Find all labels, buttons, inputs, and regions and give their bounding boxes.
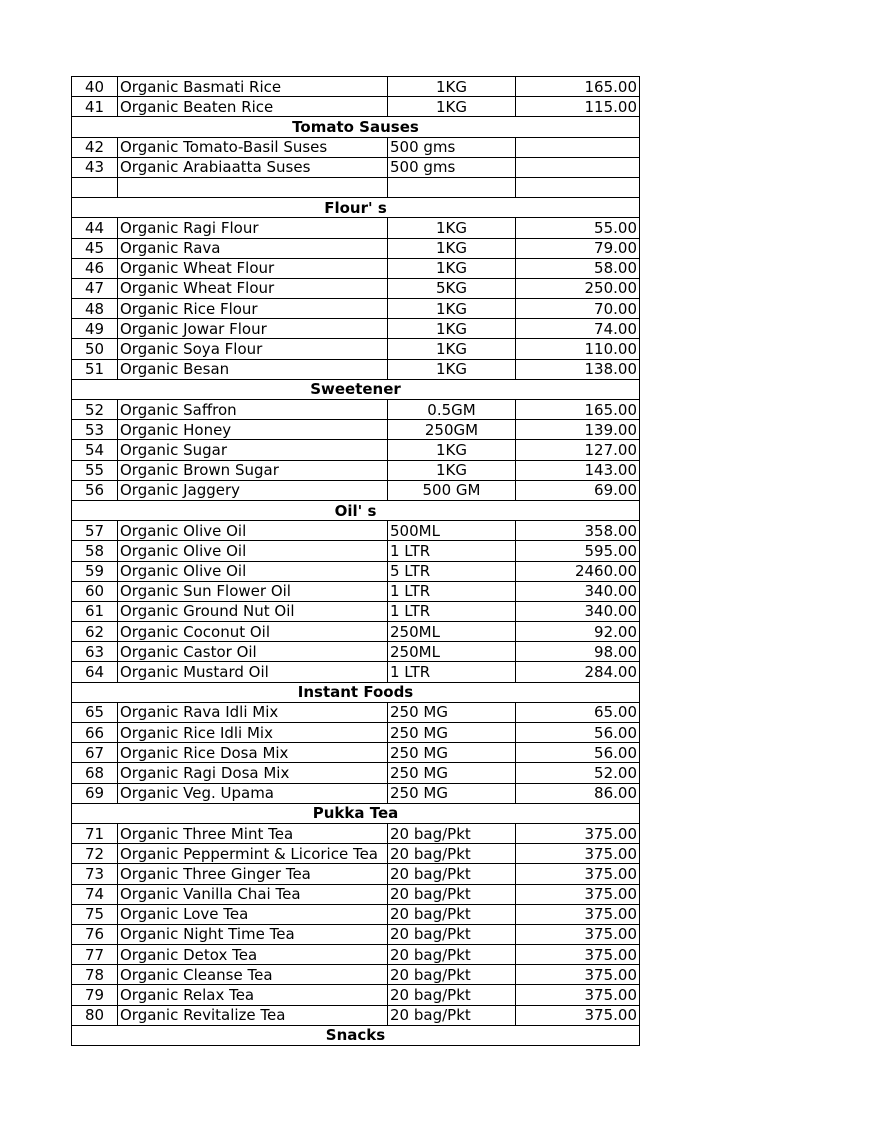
price-value: 375.00 <box>516 965 640 985</box>
pack-size: 20 bag/Pkt <box>388 904 516 924</box>
product-name <box>118 177 388 197</box>
table-row <box>72 521 640 541</box>
section-title: Snacks <box>72 1025 640 1045</box>
price-value: 56.00 <box>516 743 640 763</box>
product-name: Organic Revitalize Tea <box>118 1005 388 1025</box>
item-number: 59 <box>72 561 118 581</box>
product-name: Organic Peppermint & Licorice Tea <box>118 844 388 864</box>
pack-size: 250 MG <box>388 702 516 722</box>
item-number: 68 <box>72 763 118 783</box>
pack-size: 250 MG <box>388 743 516 763</box>
product-name: Organic Rava <box>118 238 388 258</box>
item-number: 56 <box>72 480 118 500</box>
table-row <box>72 601 640 621</box>
item-number: 65 <box>72 702 118 722</box>
section-header-row <box>72 198 640 218</box>
price-value: 115.00 <box>516 97 640 117</box>
table-row <box>72 702 640 722</box>
table-row <box>72 541 640 561</box>
product-name: Organic Arabiaatta Suses <box>118 157 388 177</box>
item-number: 63 <box>72 642 118 662</box>
product-name: Organic Brown Sugar <box>118 460 388 480</box>
pack-size: 500 gms <box>388 157 516 177</box>
table-row <box>72 844 640 864</box>
table-row <box>72 985 640 1005</box>
product-name: Organic Saffron <box>118 400 388 420</box>
price-value: 52.00 <box>516 763 640 783</box>
pack-size: 20 bag/Pkt <box>388 823 516 843</box>
pack-size: 1KG <box>388 299 516 319</box>
pack-size: 5 LTR <box>388 561 516 581</box>
price-list-table <box>71 76 640 1046</box>
pack-size: 250 MG <box>388 763 516 783</box>
pack-size: 250 MG <box>388 723 516 743</box>
table-row <box>72 823 640 843</box>
product-name: Organic Besan <box>118 359 388 379</box>
table-row <box>72 299 640 319</box>
product-name: Organic Rice Flour <box>118 299 388 319</box>
product-name: Organic Rice Dosa Mix <box>118 743 388 763</box>
section-title: Flour' s <box>72 198 640 218</box>
price-value: 139.00 <box>516 420 640 440</box>
product-name: Organic Castor Oil <box>118 642 388 662</box>
product-name: Organic Rava Idli Mix <box>118 702 388 722</box>
pack-size: 20 bag/Pkt <box>388 985 516 1005</box>
item-number: 67 <box>72 743 118 763</box>
pack-size: 1KG <box>388 440 516 460</box>
price-value: 98.00 <box>516 642 640 662</box>
table-row <box>72 339 640 359</box>
table-row <box>72 581 640 601</box>
pack-size: 250ML <box>388 622 516 642</box>
price-value: 375.00 <box>516 864 640 884</box>
item-number: 80 <box>72 1005 118 1025</box>
pack-size: 20 bag/Pkt <box>388 1005 516 1025</box>
product-name: Organic Vanilla Chai Tea <box>118 884 388 904</box>
product-name: Organic Honey <box>118 420 388 440</box>
product-name: Organic Night Time Tea <box>118 924 388 944</box>
pack-size: 1 LTR <box>388 581 516 601</box>
price-value: 92.00 <box>516 622 640 642</box>
table-row <box>72 662 640 682</box>
item-number: 43 <box>72 157 118 177</box>
price-value: 165.00 <box>516 400 640 420</box>
price-value: 250.00 <box>516 278 640 298</box>
table-row <box>72 884 640 904</box>
item-number: 57 <box>72 521 118 541</box>
item-number: 48 <box>72 299 118 319</box>
price-value: 65.00 <box>516 702 640 722</box>
product-name: Organic Love Tea <box>118 904 388 924</box>
price-value: 127.00 <box>516 440 640 460</box>
pack-size: 1KG <box>388 77 516 97</box>
item-number: 58 <box>72 541 118 561</box>
item-number: 55 <box>72 460 118 480</box>
item-number: 44 <box>72 218 118 238</box>
price-value <box>516 177 640 197</box>
pack-size: 1KG <box>388 238 516 258</box>
table-row <box>72 238 640 258</box>
table-row <box>72 924 640 944</box>
price-value: 375.00 <box>516 904 640 924</box>
table-row <box>72 480 640 500</box>
pack-size: 1KG <box>388 97 516 117</box>
product-name: Organic Veg. Upama <box>118 783 388 803</box>
price-value: 375.00 <box>516 844 640 864</box>
pack-size: 1KG <box>388 339 516 359</box>
price-value: 375.00 <box>516 924 640 944</box>
item-number: 74 <box>72 884 118 904</box>
price-value: 375.00 <box>516 985 640 1005</box>
product-name: Organic Rice Idli Mix <box>118 723 388 743</box>
product-name: Organic Jaggery <box>118 480 388 500</box>
section-header-row <box>72 117 640 137</box>
product-name: Organic Olive Oil <box>118 541 388 561</box>
table-row <box>72 1005 640 1025</box>
price-value: 165.00 <box>516 77 640 97</box>
product-name: Organic Ragi Flour <box>118 218 388 238</box>
price-value: 79.00 <box>516 238 640 258</box>
product-name: Organic Coconut Oil <box>118 622 388 642</box>
product-name: Organic Detox Tea <box>118 945 388 965</box>
price-value: 143.00 <box>516 460 640 480</box>
item-number: 54 <box>72 440 118 460</box>
table-row <box>72 258 640 278</box>
item-number: 40 <box>72 77 118 97</box>
item-number: 64 <box>72 662 118 682</box>
product-name: Organic Three Mint Tea <box>118 823 388 843</box>
price-value: 375.00 <box>516 884 640 904</box>
item-number: 73 <box>72 864 118 884</box>
section-header-row <box>72 803 640 823</box>
pack-size: 500ML <box>388 521 516 541</box>
pack-size: 250ML <box>388 642 516 662</box>
price-value: 2460.00 <box>516 561 640 581</box>
product-name: Organic Mustard Oil <box>118 662 388 682</box>
table-row <box>72 642 640 662</box>
pack-size: 20 bag/Pkt <box>388 965 516 985</box>
item-number: 61 <box>72 601 118 621</box>
section-title: Oil' s <box>72 500 640 520</box>
table-row <box>72 460 640 480</box>
product-name: Organic Ragi Dosa Mix <box>118 763 388 783</box>
price-value: 375.00 <box>516 945 640 965</box>
product-name: Organic Jowar Flour <box>118 319 388 339</box>
price-value: 375.00 <box>516 1005 640 1025</box>
price-value: 595.00 <box>516 541 640 561</box>
table-row <box>72 400 640 420</box>
product-name: Organic Soya Flour <box>118 339 388 359</box>
table-row <box>72 420 640 440</box>
product-name: Organic Wheat Flour <box>118 278 388 298</box>
table-row <box>72 319 640 339</box>
section-header-row <box>72 500 640 520</box>
item-number: 42 <box>72 137 118 157</box>
item-number: 41 <box>72 97 118 117</box>
item-number: 72 <box>72 844 118 864</box>
section-title: Sweetener <box>72 379 640 399</box>
price-value: 375.00 <box>516 823 640 843</box>
pack-size: 250GM <box>388 420 516 440</box>
product-name: Organic Wheat Flour <box>118 258 388 278</box>
pack-size: 5KG <box>388 278 516 298</box>
table-row <box>72 723 640 743</box>
section-header-row <box>72 1025 640 1045</box>
item-number: 60 <box>72 581 118 601</box>
item-number: 50 <box>72 339 118 359</box>
item-number: 52 <box>72 400 118 420</box>
item-number: 75 <box>72 904 118 924</box>
price-value: 110.00 <box>516 339 640 359</box>
table-row <box>72 904 640 924</box>
price-value: 58.00 <box>516 258 640 278</box>
item-number <box>72 177 118 197</box>
item-number: 69 <box>72 783 118 803</box>
price-value: 284.00 <box>516 662 640 682</box>
price-value <box>516 137 640 157</box>
table-row <box>72 440 640 460</box>
price-value: 138.00 <box>516 359 640 379</box>
item-number: 51 <box>72 359 118 379</box>
item-number: 71 <box>72 823 118 843</box>
price-value: 358.00 <box>516 521 640 541</box>
pack-size: 1KG <box>388 359 516 379</box>
pack-size: 250 MG <box>388 783 516 803</box>
product-name: Organic Tomato-Basil Suses <box>118 137 388 157</box>
table-row <box>72 177 640 197</box>
product-name: Organic Basmati Rice <box>118 77 388 97</box>
pack-size: 20 bag/Pkt <box>388 945 516 965</box>
table-row <box>72 97 640 117</box>
product-name: Organic Sugar <box>118 440 388 460</box>
price-value: 86.00 <box>516 783 640 803</box>
pack-size <box>388 177 516 197</box>
table-row <box>72 763 640 783</box>
table-row <box>72 864 640 884</box>
product-name: Organic Relax Tea <box>118 985 388 1005</box>
price-value: 74.00 <box>516 319 640 339</box>
price-value: 56.00 <box>516 723 640 743</box>
section-title: Instant Foods <box>72 682 640 702</box>
table-row <box>72 157 640 177</box>
item-number: 66 <box>72 723 118 743</box>
table-row <box>72 783 640 803</box>
pack-size: 20 bag/Pkt <box>388 884 516 904</box>
pack-size: 1KG <box>388 258 516 278</box>
table-row <box>72 622 640 642</box>
pack-size: 1 LTR <box>388 662 516 682</box>
pack-size: 1 LTR <box>388 601 516 621</box>
table-row <box>72 945 640 965</box>
pack-size: 20 bag/Pkt <box>388 924 516 944</box>
price-value <box>516 157 640 177</box>
item-number: 53 <box>72 420 118 440</box>
table-row <box>72 77 640 97</box>
table-row <box>72 743 640 763</box>
item-number: 49 <box>72 319 118 339</box>
section-header-row <box>72 379 640 399</box>
table-row <box>72 965 640 985</box>
pack-size: 500 gms <box>388 137 516 157</box>
section-title: Tomato Sauses <box>72 117 640 137</box>
item-number: 45 <box>72 238 118 258</box>
pack-size: 1KG <box>388 218 516 238</box>
product-name: Organic Beaten Rice <box>118 97 388 117</box>
section-title: Pukka Tea <box>72 803 640 823</box>
price-list-body <box>72 77 640 1046</box>
pack-size: 500 GM <box>388 480 516 500</box>
pack-size: 20 bag/Pkt <box>388 864 516 884</box>
item-number: 47 <box>72 278 118 298</box>
product-name: Organic Sun Flower Oil <box>118 581 388 601</box>
pack-size: 1KG <box>388 460 516 480</box>
price-value: 70.00 <box>516 299 640 319</box>
product-name: Organic Ground Nut Oil <box>118 601 388 621</box>
price-value: 340.00 <box>516 601 640 621</box>
pack-size: 0.5GM <box>388 400 516 420</box>
table-row <box>72 137 640 157</box>
table-row <box>72 359 640 379</box>
item-number: 76 <box>72 924 118 944</box>
product-name: Organic Olive Oil <box>118 561 388 581</box>
item-number: 78 <box>72 965 118 985</box>
price-value: 55.00 <box>516 218 640 238</box>
section-header-row <box>72 682 640 702</box>
table-row <box>72 278 640 298</box>
item-number: 46 <box>72 258 118 278</box>
table-row <box>72 561 640 581</box>
price-value: 340.00 <box>516 581 640 601</box>
product-name: Organic Olive Oil <box>118 521 388 541</box>
pack-size: 20 bag/Pkt <box>388 844 516 864</box>
product-name: Organic Three Ginger Tea <box>118 864 388 884</box>
price-value: 69.00 <box>516 480 640 500</box>
pack-size: 1 LTR <box>388 541 516 561</box>
product-name: Organic Cleanse Tea <box>118 965 388 985</box>
item-number: 62 <box>72 622 118 642</box>
table-row <box>72 218 640 238</box>
item-number: 77 <box>72 945 118 965</box>
item-number: 79 <box>72 985 118 1005</box>
pack-size: 1KG <box>388 319 516 339</box>
